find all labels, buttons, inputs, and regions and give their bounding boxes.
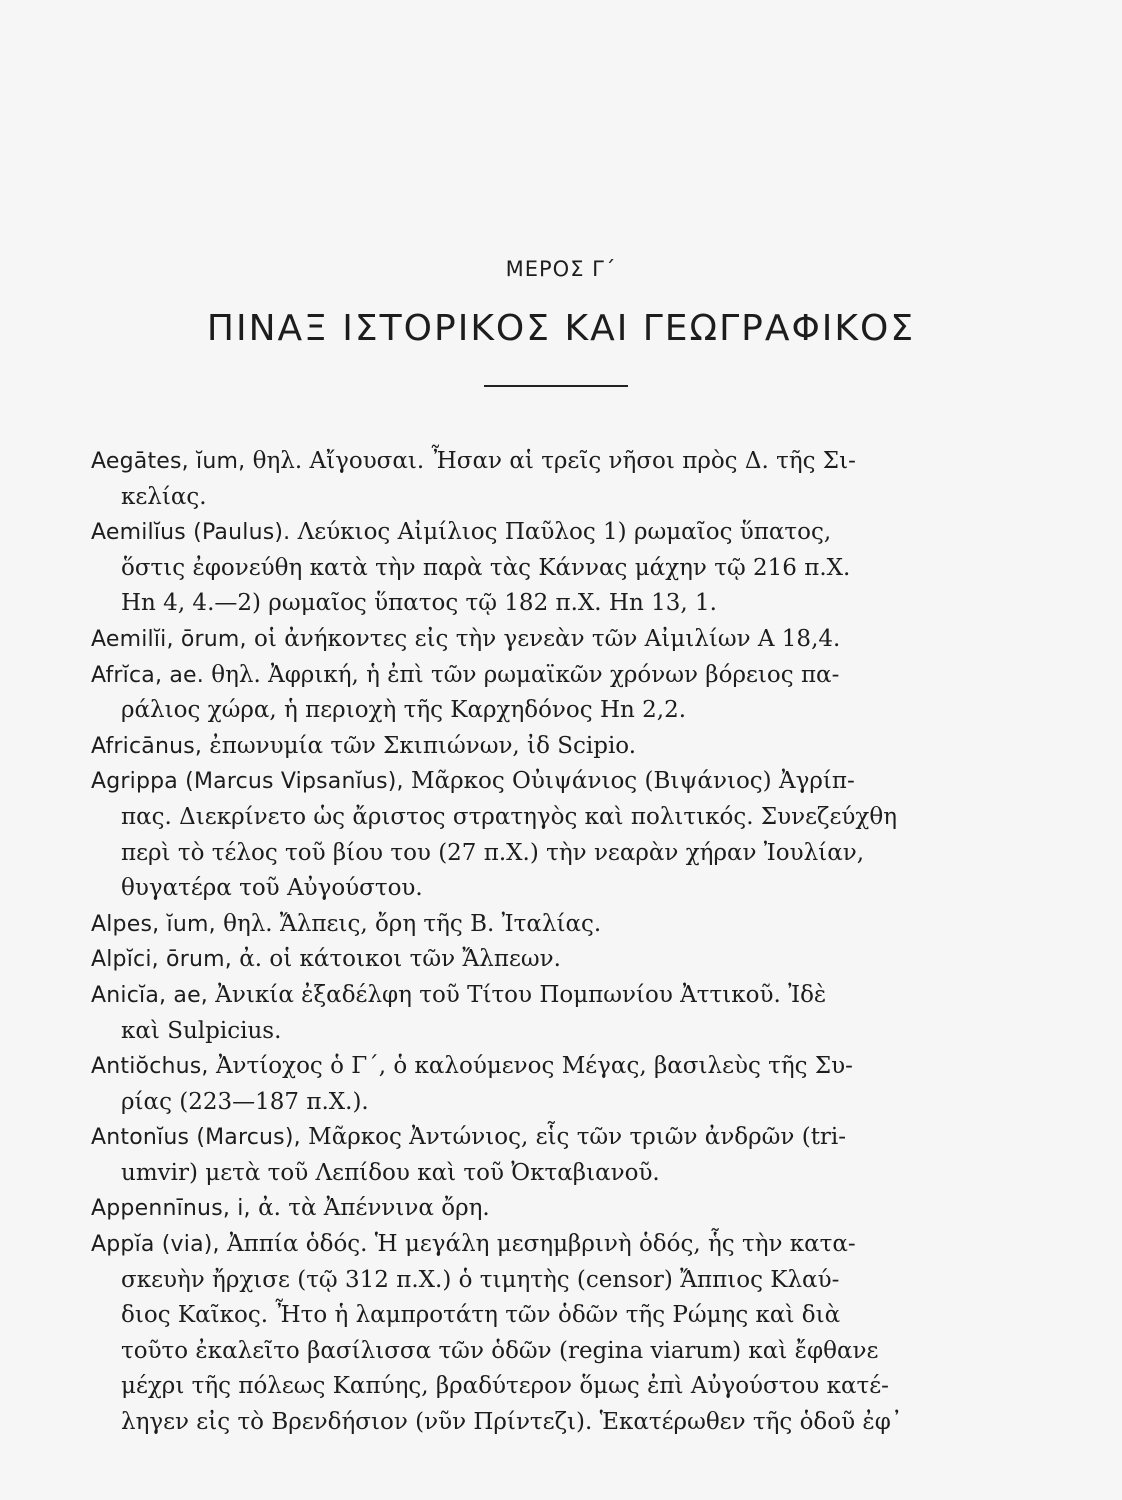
entry-text: Μᾶρκος Οὐιψάνιος (Βιψάνιος) Ἀγρίπ- [403,768,855,795]
entry-continuation-line [91,1405,1001,1441]
index-entries [91,444,1001,1441]
entry-term: Anicĭa, ae, [91,982,208,1008]
entry-text: διος Καῖκος. Ἦτο ἡ λαμπροτάτη τῶν ὁδῶν τῆς Ρώμης καὶ διὰ [121,1302,841,1329]
entry-line [91,1191,1001,1227]
entry-text: θηλ. Αἴγουσαι. Ἦσαν αἱ τρεῖς νῆσοι πρὸς Δ. τῆς Σι- [245,448,856,474]
entry-term: Antonĭus (Marcus), [91,1125,301,1151]
entry-term: Afrĭca, ae. [91,662,204,688]
entry-text: ράλιος χώρα, ἡ περιοχὴ τῆς Καρχηδόνος Hn 2,2. [121,697,687,724]
entry-text: πας. Διεκρίνετο ὡς ἄριστος στρατηγὸς καὶ πολιτικός. Συνεζεύχθη [121,803,897,830]
entry-text: ρίας (223—187 π.Χ.). [121,1088,369,1115]
entry-text: μέχρι τῆς πόλεως Καπύης, βραδύτερον ὅμως ἐπὶ Αὐγούστου κατέ- [121,1373,889,1400]
entry-text: ληγεν εἰς τὸ Βρενδήσιον (νῦν Πρίντεζι). Ἑκατέρωθεν τῆς ὁδοῦ ἐφ᾽ [121,1409,903,1436]
entry-continuation-line [91,871,1001,907]
part-heading: ΜΕΡΟΣ Γ΄ [505,257,617,281]
entry-line [91,1049,1001,1085]
entry-line [91,764,1001,800]
entry-line [91,444,1001,480]
entry-line [91,1120,1001,1156]
entry-term: Alpes, ĭum, [91,911,216,937]
entry-line [91,515,1001,551]
entry-line [91,978,1001,1014]
entry-continuation-line [91,1263,1001,1299]
entry-text: ἀ. οἱ κάτοικοι τῶν Ἄλπεων. [231,946,561,973]
entry-term: Agrippa (Marcus Vipsanĭus), [91,769,404,795]
entry-term: Africānus, [91,733,203,759]
entry-text: Ἀνικία ἐξαδέλφη τοῦ Τίτου Πομπωνίου Ἀττικοῦ. Ἰδὲ [208,981,827,1008]
entry-continuation-line [91,1085,1001,1121]
entry-text: Λεύκιος Αἰμίλιος Παῦλος 1) ρωμαῖος ὕπατος, [290,519,832,546]
page-title: ΠΙΝΑΞ ΙΣΤΟΡΙΚΟΣ ΚΑΙ ΓΕΩΓΡΑΦΙΚΟΣ [206,308,916,349]
entry-text: Μᾶρκος Ἀντώνιος, εἷς τῶν τριῶν ἀνδρῶν (tri- [300,1124,847,1151]
entry-term: Aemilĭus (Paulus). [91,520,291,546]
entry-text: Ἀντίοχος ὁ Γ΄, ὁ καλούμενος Μέγας, βασιλεὺς τῆς Συ- [208,1053,853,1080]
entry-continuation-line [91,1014,1001,1050]
entry-text: καὶ Sulpicius. [121,1017,282,1044]
entry-line [91,1227,1001,1263]
entry-text: Hn 4, 4.—2) ρωμαῖος ὕπατος τῷ 182 π.Χ. Hn 13, 1. [121,590,717,617]
entry-text: θυγατέρα τοῦ Αὐγούστου. [121,875,423,902]
entry-continuation-line [91,693,1001,729]
entry-term: Aegātes, ĭum, [91,449,246,474]
entry-term: Antiŏchus, [91,1054,209,1080]
entry-continuation-line [91,1369,1001,1405]
entry-continuation-line [91,1156,1001,1192]
entry-line [91,907,1001,943]
entry-term: Aemilĭi, ōrum, [91,626,247,652]
entry-text: ὅστις ἐφονεύθη κατὰ τὴν παρὰ τὰς Κάννας μάχην τῷ 216 π.Χ. [121,554,851,581]
entry-continuation-line [91,586,1001,622]
entry-text: περὶ τὸ τέλος τοῦ βίου του (27 π.Χ.) τὴν νεαρὰν χήραν Ἰουλίαν, [121,839,865,866]
entry-line [91,942,1001,978]
entry-continuation-line [91,1334,1001,1370]
entry-text: τοῦτο ἐκαλεῖτο βασίλισσα τῶν ὁδῶν (regina viarum) καὶ ἔφθανε [121,1337,879,1364]
entry-text: θηλ. Ἀφρική, ἡ ἐπὶ τῶν ρωμαϊκῶν χρόνων βόρειος πα- [203,661,840,688]
entry-continuation-line [91,1298,1001,1334]
entry-text: σκευὴν ἤρχισε (τῷ 312 π.Χ.) ὁ τιμητὴς (censor) Ἄππιος Κλαύ- [121,1266,840,1293]
title-divider [484,385,628,387]
entry-text: οἱ ἀνήκοντες εἰς τὴν γενεὰν τῶν Αἰμιλίων A 18,4. [246,625,841,652]
entry-term: Appĭa (via), [91,1232,220,1258]
entry-text: θηλ. Ἄλπεις, ὄρη τῆς Β. Ἰταλίας. [215,910,602,937]
entry-text: κελίας. [121,483,207,510]
entry-continuation-line [91,480,1001,516]
entry-line [91,622,1001,658]
entry-text: ἐπωνυμία τῶν Σκιπιώνων, ἰδ Scipio. [202,732,637,759]
entry-term: Appennīnus, i, [91,1196,251,1222]
entry-line [91,658,1001,694]
entry-continuation-line [91,800,1001,836]
entry-text: umvir) μετὰ τοῦ Λεπίδου καὶ τοῦ Ὀκταβιανοῦ. [121,1159,660,1186]
entry-line [91,729,1001,765]
entry-continuation-line [91,836,1001,872]
entry-continuation-line [91,551,1001,587]
entry-text: ἀ. τὰ Ἀπέννινα ὄρη. [250,1195,490,1222]
entry-term: Alpĭci, ōrum, [91,947,232,973]
entry-text: Ἀππία ὁδός. Ἡ μεγάλη μεσημβρινὴ ὁδός, ἧς τὴν κατα- [219,1231,856,1258]
